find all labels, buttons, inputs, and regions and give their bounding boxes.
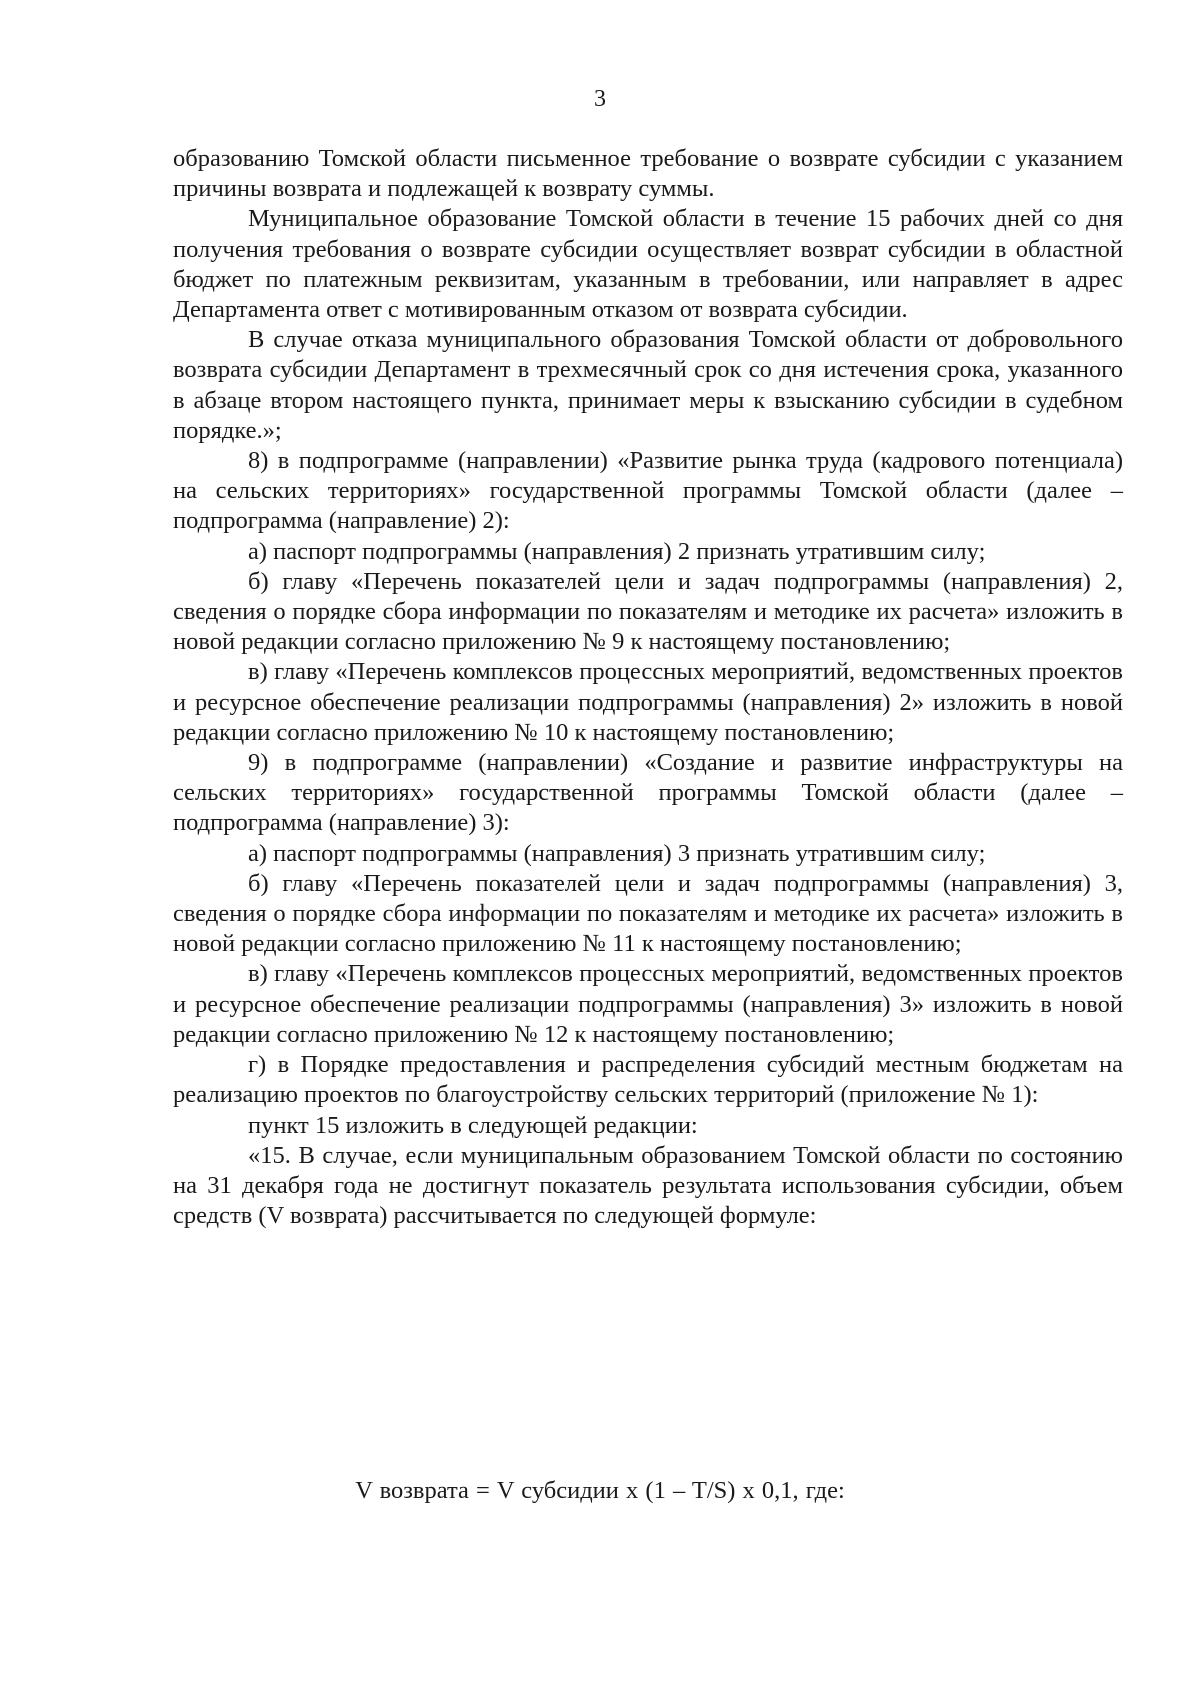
- paragraph: 8) в подпрограмме (направлении) «Развитие рынка труда (кадрового потенциала) на сельских территориях» государственной программы Томской области (далее – подпрограмма (направление) 2):: [173, 447, 1123, 535]
- page-number: 3: [594, 86, 606, 112]
- paragraph: В случае отказа муниципального образования Томской области от добровольного возврата субсидии Департамент в трехмесячный срок со дня истечения срока, указанного в абзаце втором настоящего пункта, принимает меры к взысканию субсидии в судебном порядке.»;: [173, 326, 1123, 444]
- paragraph: а) паспорт подпрограммы (направления) 3 признать утратившим силу;: [248, 839, 986, 867]
- paragraph: а) паспорт подпрограммы (направления) 2 признать утратившим силу;: [248, 537, 986, 565]
- paragraph: б) главу «Перечень показателей цели и задач подпрограммы (направления) 2, сведения о порядке сбора информации по показателям и методике их расчета» изложить в новой редакции согласно приложению № 9 к настоящему постановлению;: [173, 567, 1123, 656]
- paragraph: образованию Томской области письменное требование о возврате субсидии с указанием причины возврата и подлежащей к возврату суммы.: [173, 145, 1123, 203]
- document-body: [173, 144, 1123, 1231]
- paragraph: 9) в подпрограмме (направлении) «Создание и развитие инфраструктуры на сельских территориях» государственной программы Томской области (далее – подпрограмма (направление) 3):: [173, 749, 1123, 837]
- paragraph: Муниципальное образование Томской области в течение 15 рабочих дней со дня получения требования о возврате субсидии осуществляет возврат субсидии в областной бюджет по платежным реквизитам, указанным в требовании, или направляет в адрес Департамента ответ с мотивированным отказом от возврата субсидии.: [173, 205, 1123, 324]
- formula: V возврата = V субсидии x (1 – T/S) x 0,1, где:: [355, 1477, 845, 1504]
- paragraph: б) главу «Перечень показателей цели и задач подпрограммы (направления) 3, сведения о порядке сбора информации по показателям и методике их расчета» изложить в новой редакции согласно приложению № 11 к настоящему постановлению;: [173, 869, 1123, 958]
- paragraph: г) в Порядке предоставления и распределения субсидий местным бюджетам на реализацию проектов по благоустройству сельских территорий (приложение № 1):: [173, 1051, 1123, 1109]
- paragraph: в) главу «Перечень комплексов процессных мероприятий, ведомственных проектов и ресурсное обеспечение реализации подпрограммы (направления) 3» изложить в новой редакции согласно приложению № 12 к настоящему постановлению;: [173, 960, 1123, 1048]
- paragraph: «15. В случае, если муниципальным образованием Томской области по состоянию на 31 декабря года не достигнут показатель результата использования субсидии, объем средств (V возврата) рассчитывается по следующей формуле:: [173, 1141, 1123, 1230]
- paragraph: пункт 15 изложить в следующей редакции:: [248, 1111, 698, 1139]
- paragraph: в) главу «Перечень комплексов процессных мероприятий, ведомственных проектов и ресурсное обеспечение реализации подпрограммы (направления) 2» изложить в новой редакции согласно приложению № 10 к настоящему постановлению;: [173, 658, 1123, 746]
